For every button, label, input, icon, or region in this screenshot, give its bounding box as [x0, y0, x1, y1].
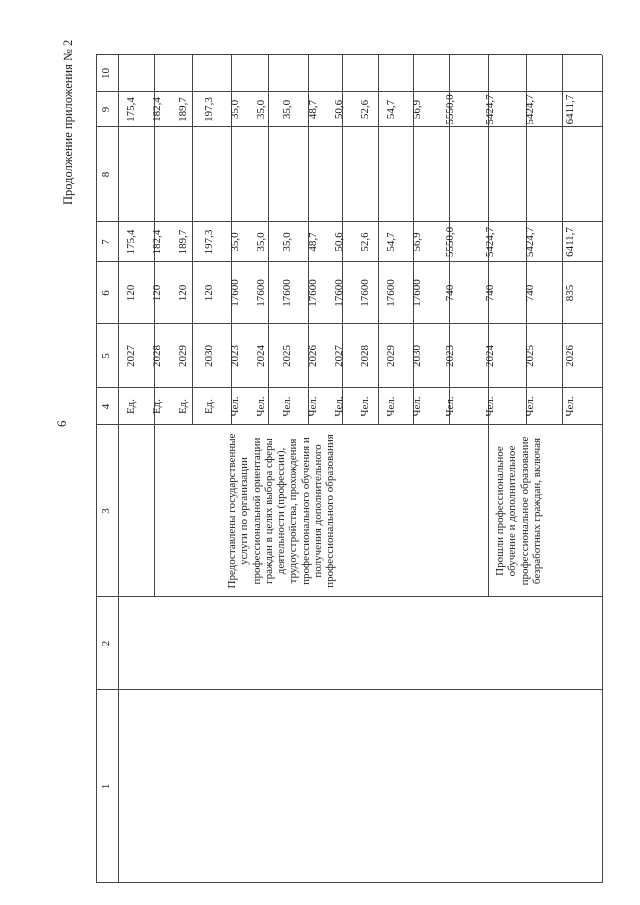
- unit-cell: Чел.: [254, 396, 267, 417]
- budget-funding-cell: 35,0: [228, 99, 241, 120]
- year-cell: 2027: [332, 345, 345, 367]
- indicator-value-cell: 740: [483, 284, 496, 302]
- header-rule: [118, 55, 119, 883]
- description-professional-orientation: Предоставлены государственные услуги по организации профессиональной ориентации граждан в целях выбора сферы деятельности (профессии), трудоустройства, прохождения профессионального обучения и получения дополнительного профессионального образования: [226, 433, 337, 589]
- column-number-2: 2: [100, 640, 112, 647]
- year-cell: 2025: [280, 345, 293, 367]
- unit-cell: Чел.: [306, 396, 319, 417]
- column-number-7: 7: [100, 239, 112, 245]
- column-number-8: 8: [100, 171, 112, 178]
- total-funding-cell: 56,9: [410, 232, 423, 252]
- budget-funding-cell: 35,0: [280, 99, 293, 120]
- column-number-10: 10: [100, 68, 112, 79]
- total-funding-cell: 175,4: [124, 229, 137, 255]
- row-rule: [192, 55, 193, 425]
- indicator-value-cell: 120: [202, 284, 215, 302]
- budget-funding-cell: 50,6: [332, 99, 345, 120]
- total-funding-cell: 54,7: [384, 232, 397, 252]
- budget-funding-cell: 197,3: [202, 97, 215, 122]
- year-cell: 2023: [443, 345, 456, 367]
- column-number-9: 9: [100, 106, 112, 113]
- total-funding-cell: 6411,7: [563, 227, 576, 257]
- budget-funding-cell: 182,4: [150, 97, 163, 122]
- page-number: 6: [54, 420, 69, 427]
- budget-funding-cell: 175,4: [124, 97, 137, 122]
- indicator-value-cell: 17600: [332, 279, 345, 307]
- column-rule: [96, 689, 602, 690]
- total-funding-cell: 197,3: [202, 229, 215, 255]
- indicator-value-cell: 17600: [306, 279, 319, 307]
- total-funding-cell: 5424,7: [483, 226, 496, 258]
- unit-cell: Чел.: [563, 396, 576, 417]
- unit-cell: Чел.: [483, 396, 496, 417]
- total-funding-cell: 48,7: [306, 232, 319, 252]
- year-cell: 2026: [306, 345, 319, 367]
- total-funding-cell: 52,6: [358, 232, 371, 252]
- year-cell: 2029: [176, 345, 189, 367]
- column-number-1: 1: [100, 783, 112, 790]
- column-rule: [96, 882, 602, 883]
- unit-cell: Чел.: [384, 396, 397, 417]
- description-professional-training: Прошли профессиональное обучение и дополнительное профессиональное образование безработных граждан, включая: [494, 436, 543, 586]
- unit-cell: Чел.: [443, 396, 456, 417]
- table-bottom-rule: [602, 55, 603, 883]
- year-cell: 2025: [523, 345, 536, 367]
- column-number-5: 5: [100, 353, 112, 359]
- year-cell: 2028: [358, 345, 371, 367]
- unit-cell: Чел.: [523, 396, 536, 417]
- year-cell: 2027: [124, 345, 137, 367]
- total-funding-cell: 35,0: [254, 232, 267, 252]
- indicator-value-cell: 835: [563, 284, 576, 302]
- unit-cell: Чел.: [332, 396, 345, 417]
- budget-funding-cell: 6411,7: [563, 94, 576, 125]
- budget-funding-cell: 48,7: [306, 99, 319, 120]
- budget-funding-cell: 52,6: [358, 99, 371, 120]
- year-cell: 2028: [150, 345, 163, 367]
- unit-cell: Ед.: [150, 398, 163, 415]
- row-rule: [378, 55, 379, 425]
- year-cell: 2030: [410, 345, 423, 367]
- row-rule: [268, 55, 269, 425]
- total-funding-cell: 35,0: [228, 232, 241, 252]
- indicator-value-cell: 17600: [254, 279, 267, 307]
- column-number-4: 4: [100, 403, 112, 410]
- year-cell: 2030: [202, 345, 215, 367]
- budget-funding-cell: 54,7: [384, 99, 397, 120]
- unit-cell: Ед.: [124, 398, 137, 415]
- total-funding-cell: 35,0: [280, 232, 293, 252]
- budget-funding-cell: 5550,0: [443, 94, 456, 125]
- unit-cell: Ед.: [202, 398, 215, 415]
- unit-cell: Чел.: [228, 396, 241, 417]
- budget-funding-cell: 35,0: [254, 99, 267, 120]
- row-rule: [562, 55, 563, 425]
- total-funding-cell: 50,6: [332, 232, 345, 252]
- indicator-value-cell: 17600: [410, 279, 423, 307]
- indicator-value-cell: 17600: [280, 279, 293, 307]
- unit-cell: Чел.: [410, 396, 423, 417]
- description-rule: [154, 425, 155, 597]
- budget-funding-cell: 5424,7: [483, 94, 496, 125]
- year-cell: 2023: [228, 345, 241, 367]
- indicator-value-cell: 120: [176, 284, 189, 302]
- budget-funding-cell: 56,9: [410, 99, 423, 120]
- indicator-value-cell: 120: [150, 284, 163, 302]
- budget-funding-cell: 189,7: [176, 97, 189, 122]
- indicator-value-cell: 740: [523, 284, 536, 302]
- year-cell: 2024: [483, 345, 496, 367]
- year-cell: 2026: [563, 345, 576, 367]
- indicator-value-cell: 17600: [358, 279, 371, 307]
- year-cell: 2024: [254, 345, 267, 367]
- description-rule: [488, 425, 489, 597]
- total-funding-cell: 5550,0: [443, 226, 456, 258]
- column-number-3: 3: [100, 508, 112, 514]
- indicator-value-cell: 120: [124, 284, 137, 302]
- table-top-rule: [96, 55, 97, 883]
- unit-cell: Ед.: [176, 398, 189, 415]
- indicator-value-cell: 17600: [384, 279, 397, 307]
- unit-cell: Чел.: [358, 396, 371, 417]
- total-funding-cell: 189,7: [176, 229, 189, 255]
- column-number-6: 6: [100, 290, 112, 296]
- indicator-value-cell: 17600: [228, 279, 241, 307]
- unit-cell: Чел.: [280, 396, 293, 417]
- indicator-value-cell: 740: [443, 284, 456, 302]
- budget-funding-cell: 5424,7: [523, 94, 536, 125]
- total-funding-cell: 182,4: [150, 229, 163, 255]
- continuation-title: Продолжение приложения № 2: [61, 39, 75, 205]
- total-funding-cell: 5424,7: [523, 226, 536, 258]
- year-cell: 2029: [384, 345, 397, 367]
